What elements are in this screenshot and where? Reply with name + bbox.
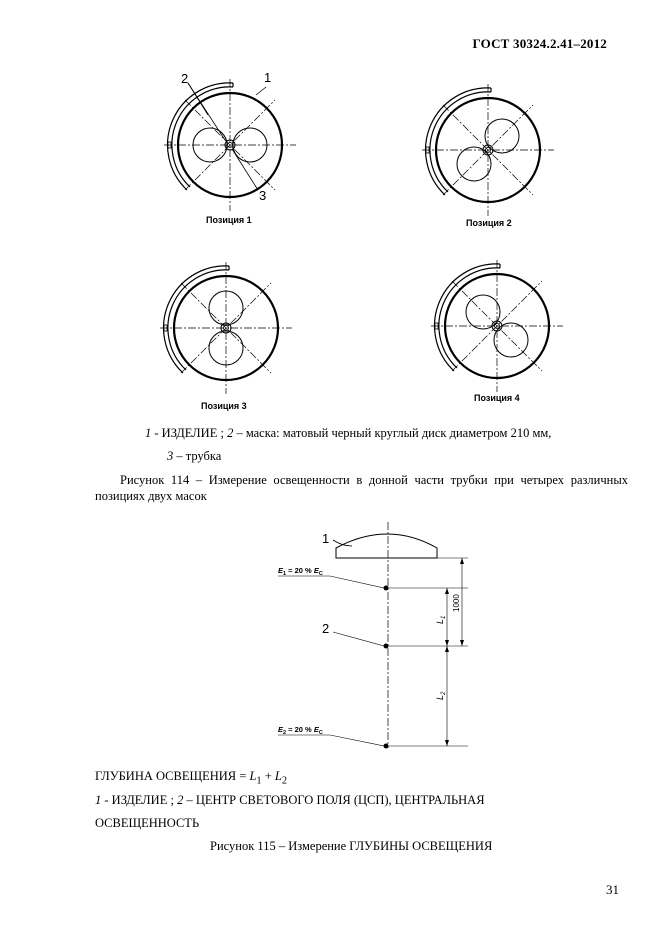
position-2-diagram [422, 84, 554, 216]
figure-114-drawing [0, 60, 661, 420]
position-3-diagram [160, 262, 292, 394]
callout-2-fig114: 2 [181, 71, 189, 86]
page-number: 31 [606, 882, 619, 897]
l2-dimension-label: $L_2$ [435, 691, 447, 700]
document-header: ГОСТ 30324.2.41–2012 [472, 36, 607, 51]
dimension-1000: 1000 [452, 594, 461, 612]
figure-114-legend-line2: 3 – трубка [167, 449, 222, 463]
callout-2-fig115: 2 [322, 621, 330, 636]
position-4-label: Позиция 4 [474, 393, 520, 403]
l1-dimension-label: $L_1$ [435, 615, 447, 624]
position-4-diagram [431, 260, 563, 392]
position-1-label: Позиция 1 [206, 215, 252, 225]
position-2-label: Позиция 2 [466, 218, 512, 228]
figure-114-legend-line1: 1 - ИЗДЕЛИЕ ; 2 – маска: матовый черный круглый диск диаметром 210 мм, [145, 426, 552, 440]
position-1-diagram [164, 79, 296, 211]
e1-label: $E_1 = 20$ % $E_C$ [278, 566, 323, 577]
e2-label: $E_2 = 20$ % $E_C$ [278, 725, 323, 736]
illumination-depth-formula: ГЛУБИНА ОСВЕЩЕНИЯ = $L_1 + L_2$ [95, 769, 288, 787]
figure-115-caption: Рисунок 115 – Измерение ГЛУБИНЫ ОСВЕЩЕНИЯ [210, 839, 493, 853]
callout-1-fig114: 1 [264, 70, 272, 85]
figure-114-caption: Рисунок 114 – Измерение освещенности в донной части трубки при четырех различных позициях двух масок [95, 473, 628, 503]
callout-3-fig114: 3 [259, 188, 267, 203]
figure-115-legend-line1: 1 - ИЗДЕЛИЕ ; 2 – ЦЕНТР СВЕТОВОГО ПОЛЯ (ЦСП), ЦЕНТРАЛЬНАЯ [95, 793, 485, 807]
position-3-label: Позиция 3 [201, 401, 247, 411]
callout-1-fig115: 1 [322, 531, 330, 546]
figure-115-legend-line2: ОСВЕЩЕННОСТЬ [95, 816, 200, 830]
figure-115-drawing [0, 520, 661, 760]
